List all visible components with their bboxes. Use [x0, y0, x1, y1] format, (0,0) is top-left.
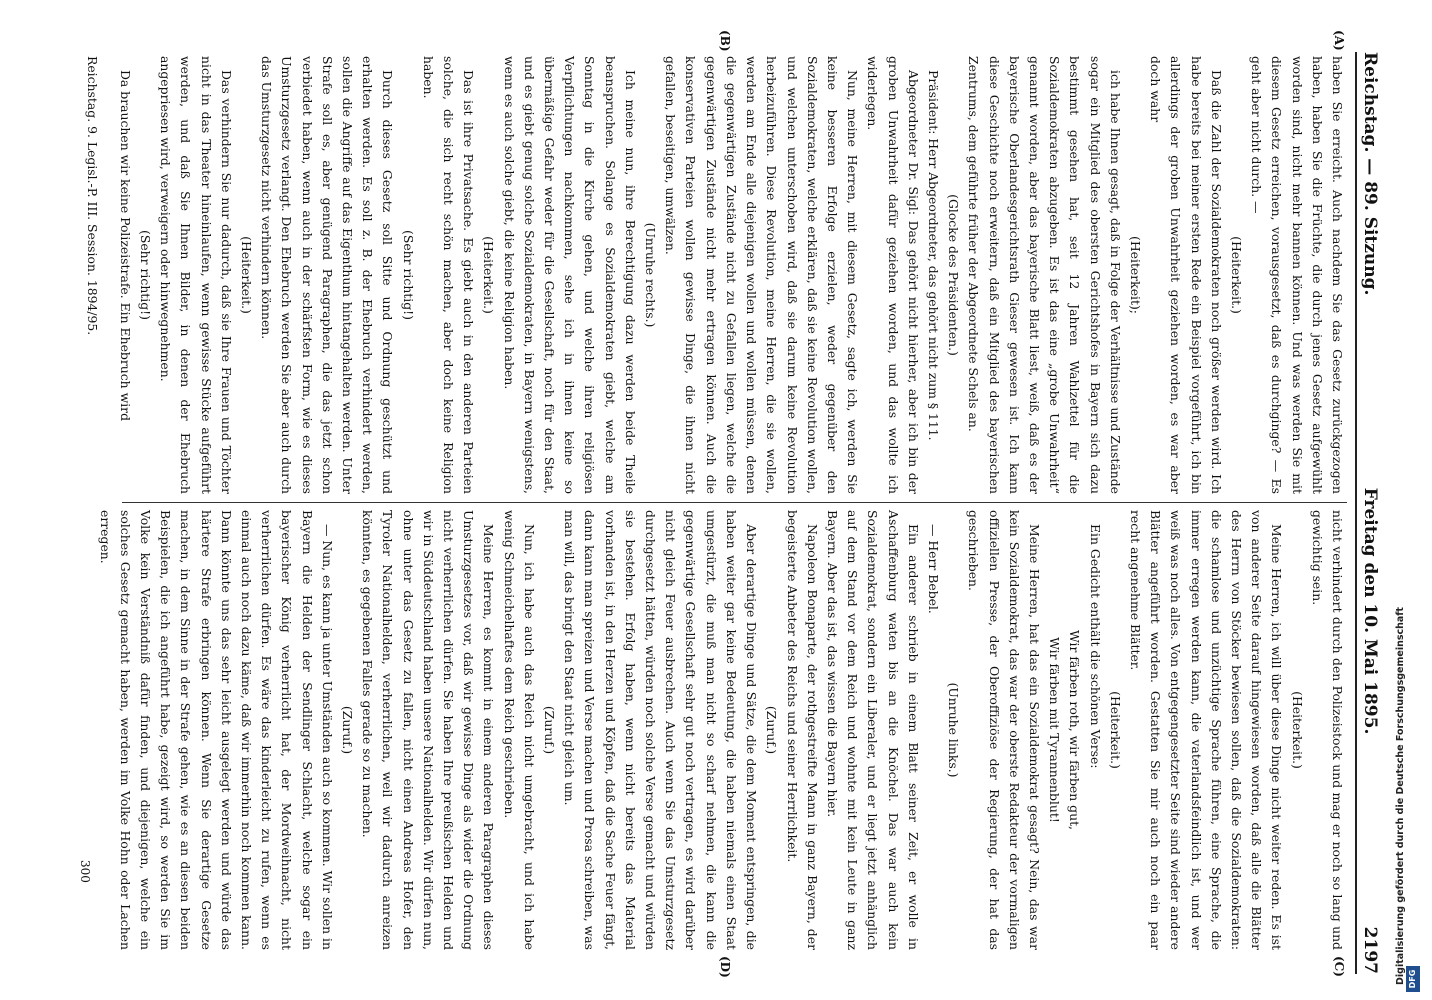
paragraph: Ich meine nun, ihre Berechtigung dazu werden beide Theile beanspruchen. Solange es Sozialdemokraten giebt, welche am Sonntag in die Kirche gehen, und welche ihren religiösen Verpflichtungen nachkommen, sehe ich in ihnen keine so übermäßige Gefahr weder für die Gesellschaft, noch für den Staat, und es giebt genug solche Sozialdemokraten, in Bayern wenigstens, wenn es auch solche giebt, die keine Religion haben.	[501, 56, 638, 494]
column-divider	[122, 502, 1347, 503]
paragraph: (Unruhe links.)	[946, 682, 962, 778]
paragraph: (Zuruf.)	[340, 705, 356, 755]
paragraph: (Sehr richtig!)	[138, 230, 154, 320]
paragraph: Wir färben roth, wir färben gut,	[1067, 630, 1083, 830]
paragraph: (Glocke des Präsidenten.)	[946, 194, 962, 356]
paragraph: Meine Herren, ich will über diese Dinge nicht weiter reden. Es ist von anderer Seite darauf hingewiesen worden, daß alle die Blätter des Herrn von Stöcker bewiesen sollen, daß die Sozialdemokraten: die schamlose und unzüchtige Sprache führen, eine Sprache, die immer erregen werden kann, die vaterlandsfeindlich ist, und wer weiß was noch alles. Von entgegengesetzter Seite sind wieder andere Blätter angeführt worden. Gestatten Sie mir auch noch ein paar recht angenehme Blätter.	[1127, 510, 1285, 950]
right-column	[97, 510, 1347, 950]
paragraph: Meine Herren, hat das ein Sozialdemokrat gesagt? Nein, das war kein Sozialdemokrat, das war der oberste Redakteur der vormaligen offiziellen Presse, der Oberoffiziöse der Regierung, der hat das geschrieben.	[966, 510, 1042, 950]
margin-marker-b: (B)	[718, 30, 732, 52]
paragraph: Präsident: Herr Abgeordneter, das gehört nicht zum § 111.	[925, 70, 941, 441]
header-page-number: 2197	[1360, 926, 1380, 974]
paragraph: Durch dieses Gesetz soll Sitte und Ordnung geschützt und erhalten werden. Es soll z. B. der Ehebruch verhindert werden, sollen die Angriffe auf das Eigenthum hintangehalten werden. Unter Strafe soll es, aber genügend Paragraphen, die das jetzt schon verbiedet haben, wenn auch in der schärfsten Form, wie es dieses Umsturzgesetz verlangt. Den Ehebruch werden Sie aber auch durch das Umsturzgesetz nicht verhindern können.	[259, 56, 396, 494]
paragraph: Da brauchen wir keine Polizeistrafe. Ein Ehebruch wird	[117, 70, 133, 422]
paragraph: Daß die Zahl der Sozialdemokraten noch größer werden wird. Ich habe bereits bei meiner ersten Rede ein Beispiel vorgeführt, ich bin allerdings der groben Unwahrheit geziehen worden, es war aber doch wahr	[1148, 56, 1224, 494]
paragraph: (Heiterkeit.)	[1107, 691, 1123, 769]
left-column	[117, 56, 1347, 494]
paragraph: Abgeordneter Dr. Sigl: Das gehört nicht hierher, aber ich bin der groben Unwahrheit dafür geziehen worden, und das wollte ich widerlegen.	[865, 56, 921, 494]
paragraph: (Heiterkeit.)	[481, 236, 497, 314]
paragraph: (Heiterkeit.)	[1228, 236, 1244, 314]
paragraph: (Zuruf.)	[542, 705, 558, 755]
paragraph: haben Sie erreicht. Auch nachdem Sie das Gesetz zurückgezogen haben, haben Sie die Früchte, die durch jenes Gesetz aufgewühlt worden sind, nicht mehr bannen können. Und was werden Sie mit diesem Gesetz erreichen, vorausgesetzt, daß es durchginge? — Es geht aber nicht durch. —	[1249, 56, 1345, 494]
header-left: Reichstag. — 89. Sitzung.	[1360, 52, 1380, 296]
paragraph: ich habe Ihnen gesagt, daß in Folge der Verhältnisse und Zustände sogar ein Mitglied des obersten Gerichtshofes in Bayern sich dazu bestimmt gesehen hat, seit 12 Jahren Wahlzettel für die Sozialdemokraten abzugeben. Es ist das eine „grobe Unwahrheit“ genannt worden, aber das bayerische Blatt liest, weiß, daß es der bayerische Oberlandesgerichtsrath Gieser gewesen ist. Ich kann diese Geschichte noch erweitern, daß ein Mitglied des bayerischen Zentrums, dem geführte früher der Abgeordnete Schels an.	[966, 56, 1123, 494]
paragraph: Nun, ich habe auch das Reich nicht umgebracht, und ich habe wenig Schmeichelhaftes dem Reich geschrieben.	[501, 510, 537, 950]
paragraph: Ein Gedicht enthält die schönen Verse:	[1087, 524, 1103, 769]
paragraph: nicht verhindert durch den Polizeistock und mag er noch so lang und gewichtig sein.	[1309, 510, 1345, 950]
paragraph: (Unruhe rechts.)	[643, 222, 659, 328]
header-center: Freitag den 10. Mai 1895.	[1360, 487, 1380, 735]
margin-marker-a: (A)	[1332, 30, 1346, 51]
footer-page-number: 300	[78, 860, 92, 883]
paragraph: Meine Herren, es kommt in einem anderen Paragraphen dieses Umsturzgesetzes vor, daß wir gewisse Dinge als wider die Ordnung nicht verherrlichen dürfen. Sie haben Ihre preußischen Helden und wir in Süddeutschland haben unsere Nationalhelden. Wir dürfen nun, ohne unter das Gesetz zu fallen, nicht einen Andreas Hofer, den Tyroler Nationalhelden, verherrlichen, weil wir dadurch anreizen könnten, es gegebenen Falles gerade so zu machen.	[360, 510, 497, 950]
dfg-logo: DFG	[1406, 966, 1420, 992]
paragraph: Napoleon Bonaparte, der rothgestreifte Mann in ganz Bayern, der begeisterte Anbeter des Reichs und seiner Herrlichkeit.	[784, 510, 820, 950]
paragraph: — Nun, es kann ja unter Umständen auch so kommen. Wir sollen in Bayern die Helden der Sendlinger Schlacht, welche sogar ein bayerischer König verherrlicht hat, der Mordweihnacht, nicht verherrlichen dürfen. Es wäre das kinderleicht zu rufen, wenn es einmal auch noch dazu käme, daß wir immerhin noch kommen kann. Dann könnte uns das sehr leicht ausgelegt werden und würde das härtere Strafe erbringen können. Wenn Sie derartige Gesetze machen, in dem Sinne in der Strafe gehen, wie es an diesen beiden Beispielen, die ich angeführt habe, gezeigt wird, so werden Sie im Volke kein Verständniß dafür finden, und diejenigen, welche ein solches Gesetz gemacht haben, werden im Volke Hohn oder Lachen erregen.	[97, 510, 335, 950]
margin-marker-c: (C)	[1332, 956, 1346, 977]
paragraph: Das verhindern Sie nur dadurch, daß sie Ihre Frauen und Töchter nicht in das Theater hineinlaufen, wenn gewisse Stücke aufgeführt werden, und daß Sie Ihnen Bilder, in denen der Ehebruch angepriesen wird, verweigern oder hinwegnehmen.	[158, 56, 234, 494]
paragraph: (Sehr richtig!)	[400, 230, 416, 320]
paragraph: Aber derartige Dinge und Sätze, die dem Moment entspringen, die haben weiter gar keine Bedeutung, die haben niemals einen Staat umgestürzt, die muß man nicht so scharf nehmen, die kann die gegenwärtige Gesellschaft sehr gut noch vertragen, es wird darüber nicht gleich Feuer ausbrechen. Auch wenn Sie das Umsturzgesetz durchgesetzt hätten, würden noch solche Verse gemacht und würden sie bestehen. Erfolg haben, wenn nicht bereits das Material vorhanden ist, in den Herzen und Köpfen, daß die Sache Feuer fängt, dann kann man spreizen und Verse machen und Prosa schreiben, was man will, das bringt den Staat nicht gleich um.	[562, 510, 760, 950]
paragraph: (Heiterkeit);	[1127, 236, 1143, 314]
page-header	[1360, 52, 1392, 974]
paragraph: — Herr Bebel.	[925, 524, 941, 614]
paragraph: (Zuruf.)	[764, 705, 780, 755]
paragraph: Wir färben mit Tyrannenblut!	[1047, 637, 1063, 823]
paragraph: Nun, meine Herren, mit diesem Gesetz, sagte ich, werden Sie keine besseren Erfolge erzielen, weder gegenüber den Sozialdemokraten, welche erklären, daß sie keine Revolution wollen, und welchen unterschoben wird, daß sie darum keine Revolution herbeizuführen. Diese Revolution, meine Herren, die sie wollen, werden am Ende alle diejenigen wollen und wollen müssen, denen die gegenwärtigen Zustände nicht zu Gefallen liegen, welche die gegenwärtigen Zustände nicht mehr ertragen können. Auch die konservativen Parteien wollen gewisse Dinge, die ihnen nicht gefallen, beseitigen, umwälzen.	[663, 56, 861, 494]
paragraph: Ein anderer schrieb in einem Blatt seiner Zeit, er wolle in Aschaffenburg waten bis an die Knöchel. Das war auch kein Sozialdemokrat, sondern ein Liberaler, und er liegt jetzt anhänglich auf dem Stand vor dem Reich und wohnte mit kein Leute in ganz Bayern. Aber das ist, das wissen die Bayern hier.	[824, 510, 921, 950]
paragraph: (Heiterkeit.)	[1289, 691, 1305, 769]
paragraph: Das ist ihre Privatsache. Es giebt auch in den anderen Parteien solche, die sich recht schön machen, aber doch keine Religion haben.	[420, 56, 477, 494]
margin-marker-d: (D)	[718, 956, 732, 978]
header-rule	[1355, 52, 1357, 974]
footer-session-line: Reichstag. 9. Legisl.-P. III. Session. 1894/95.	[85, 56, 100, 336]
paragraph: (Heiterkeit.)	[239, 236, 255, 314]
dfg-watermark-text: Digitalisierung gefördert durch die Deutsche Forschungsgemeinschaft	[1395, 607, 1406, 985]
